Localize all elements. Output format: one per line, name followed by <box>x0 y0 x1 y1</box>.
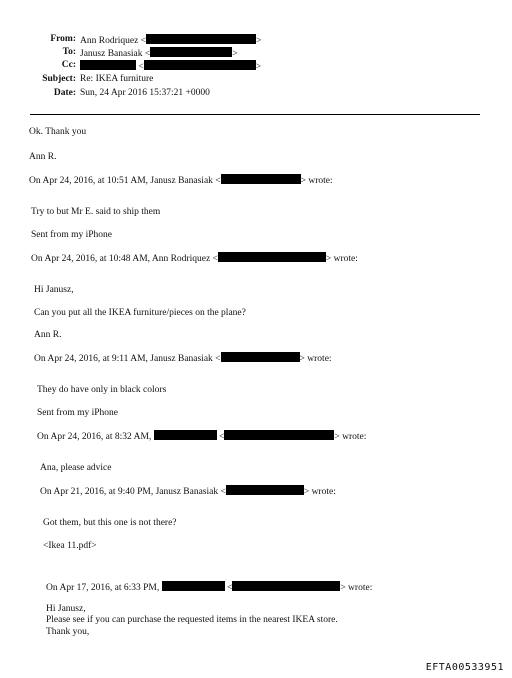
quote-header-mid: < <box>226 583 233 593</box>
quote-header-suffix: > wrote: <box>334 432 367 442</box>
body-line: Sent from my iPhone <box>31 230 113 240</box>
date-value: Sun, 24 Apr 2016 15:37:21 +0000 <box>80 88 210 98</box>
redaction-block <box>144 60 256 70</box>
to-label: To: <box>62 47 76 57</box>
body-line: Sent from my iPhone <box>37 408 119 418</box>
redaction-block <box>162 581 225 591</box>
quote-header-mid: < <box>219 432 225 442</box>
quote-header <box>40 485 336 497</box>
quote-header-text: On Apr 24, 2016, at 10:48 AM, Ann Rodriquez < <box>31 254 218 264</box>
close-bracket: > <box>256 36 262 46</box>
body-line: Thank you, <box>46 627 90 637</box>
quote-header-suffix: > wrote: <box>299 354 332 364</box>
close-bracket: > <box>232 49 238 59</box>
body-line: Hi Janusz, <box>34 285 74 295</box>
signature-line: Ann R. <box>29 152 57 162</box>
body-line: Ana, please advice <box>40 463 112 473</box>
quote-header-text: On Apr 24, 2016, at 9:11 AM, Janusz Banasiak < <box>34 354 221 364</box>
header-cc-row <box>0 60 512 73</box>
document-id: EFTA00533951 <box>425 662 504 673</box>
redaction-block <box>221 352 300 362</box>
body-line: They do have only in black colors <box>37 385 167 395</box>
redaction-block <box>224 430 334 440</box>
subject-label: Subject: <box>42 74 76 84</box>
redaction-block <box>226 485 304 495</box>
from-label: From: <box>50 34 76 44</box>
attachment-reference: <Ikea 11.pdf> <box>43 541 97 551</box>
to-value <box>80 47 238 59</box>
redaction-block <box>232 581 340 591</box>
quote-header <box>31 252 358 264</box>
body-line: Try to but Mr E. said to ship them <box>31 207 161 217</box>
quote-header <box>46 581 372 593</box>
header-date-row <box>0 88 512 101</box>
quote-header <box>34 352 332 364</box>
redaction-block <box>218 252 326 262</box>
redaction-block <box>154 430 217 440</box>
quote-header <box>29 174 333 186</box>
body-line: Hi Janusz, <box>46 604 86 614</box>
subject-value: Re: IKEA furniture <box>80 74 154 84</box>
cc-label: Cc: <box>61 60 76 70</box>
signature-line: Ann R. <box>34 330 62 340</box>
quote-header-text: On Apr 21, 2016, at 9:40 PM, Janusz Banasiak < <box>40 487 226 497</box>
cc-prefix: < <box>138 62 144 72</box>
quote-header-text: On Apr 24, 2016, at 10:51 AM, Janusz Banasiak < <box>29 176 221 186</box>
body-line: Please see if you can purchase the requested items in the nearest IKEA store. <box>46 615 338 625</box>
from-value <box>80 34 261 46</box>
date-label: Date: <box>53 88 76 98</box>
quote-header-text: On Apr 24, 2016, at 8:32 AM, <box>37 432 152 442</box>
redaction-block <box>80 60 136 70</box>
header-to-row <box>0 47 512 60</box>
to-name: Janusz Banasiak < <box>80 49 151 59</box>
body-line: Can you put all the IKEA furniture/pieces on the plane? <box>34 308 246 318</box>
header-divider <box>30 114 480 115</box>
body-line: Got them, but this one is not there? <box>43 518 177 528</box>
quote-header-suffix: > wrote: <box>340 583 373 593</box>
redaction-block <box>150 47 232 57</box>
close-bracket: > <box>255 62 262 72</box>
header-subject-row <box>0 74 512 87</box>
header-from-row <box>0 34 512 47</box>
redaction-block <box>146 34 256 44</box>
body-line: Ok. Thank you <box>29 127 87 137</box>
cc-value <box>80 60 261 72</box>
quote-header-suffix: > wrote: <box>303 487 336 497</box>
redaction-block <box>221 174 301 184</box>
quote-header-text: On Apr 17, 2016, at 6:33 PM, <box>46 583 160 593</box>
quote-header-suffix: > wrote: <box>300 176 333 186</box>
quote-header <box>37 430 366 442</box>
from-name: Ann Rodriquez < <box>80 36 147 46</box>
quote-header-suffix: > wrote: <box>325 254 358 264</box>
